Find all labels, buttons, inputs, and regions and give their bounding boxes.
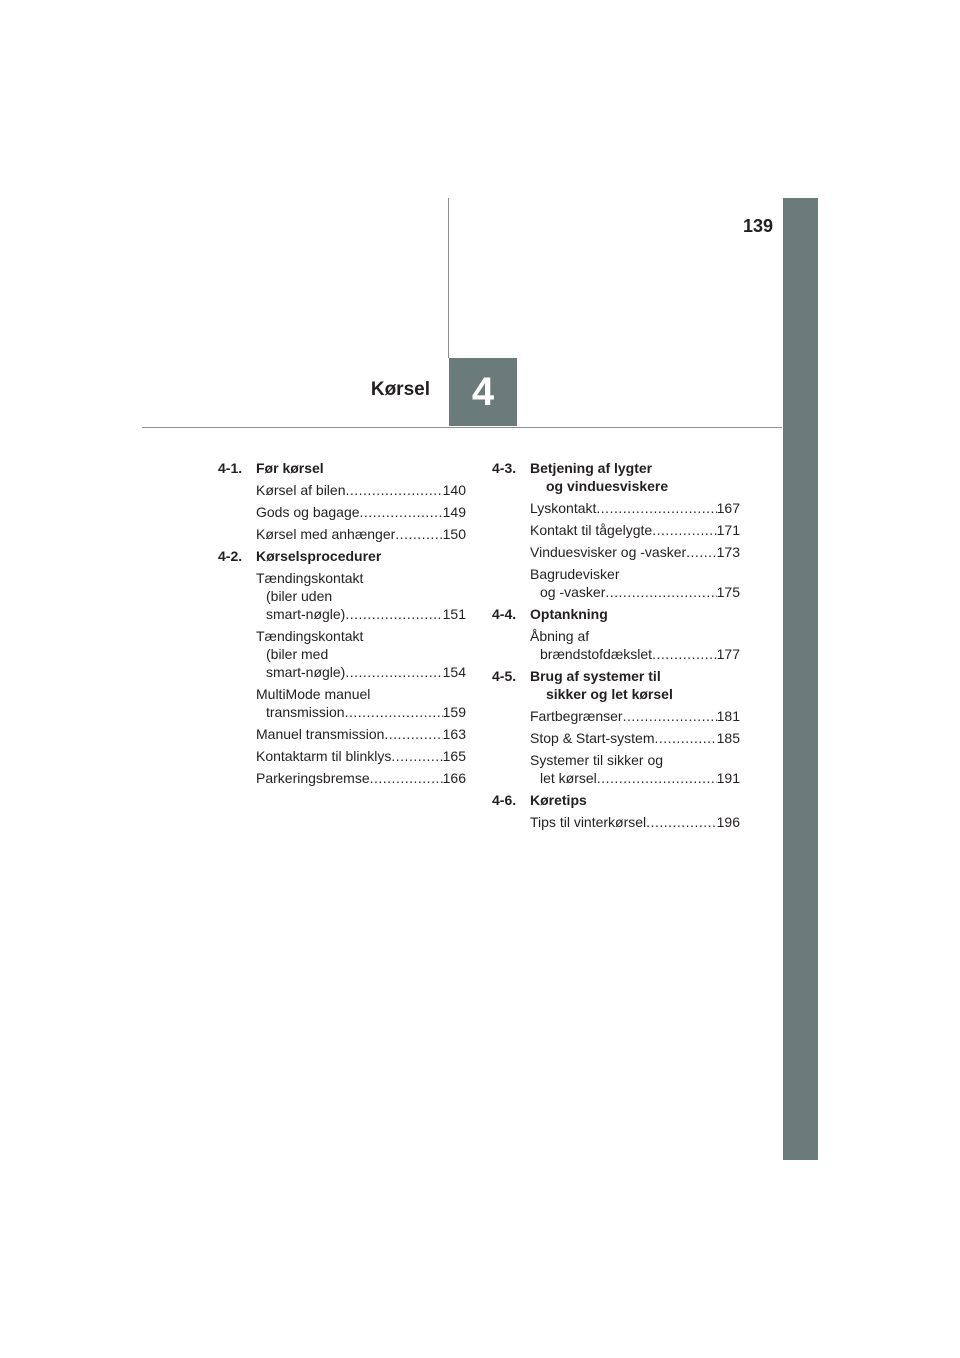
dot-leader — [345, 605, 442, 623]
section-title-line: Brug af systemer til — [530, 668, 661, 684]
chapter-number-box — [449, 358, 517, 426]
section-title-line: Før kørsel — [256, 460, 324, 476]
entry-page-number: 196 — [716, 814, 740, 830]
entry-page-number: 181 — [716, 708, 740, 724]
entry-text: transmission — [266, 704, 345, 720]
section-heading — [492, 791, 740, 809]
entry-page-number: 165 — [442, 748, 466, 764]
entry-page-number: 185 — [716, 730, 740, 746]
section-number: 4-4. — [492, 606, 517, 622]
section-heading — [218, 459, 466, 477]
section-heading — [218, 547, 466, 565]
entry-row — [256, 481, 466, 499]
toc-section — [218, 547, 466, 787]
section-number: 4-2. — [218, 548, 243, 564]
dot-leader — [395, 525, 442, 543]
chapter-number: 4 — [471, 369, 495, 414]
toc-entry[interactable] — [530, 543, 740, 561]
toc-entry[interactable] — [256, 747, 466, 765]
entry-text: Tændingskontakt — [256, 570, 364, 586]
entry-text: Parkeringsbremse — [256, 770, 370, 786]
entry-row — [530, 583, 740, 601]
entry-text: Kørsel med anhænger — [256, 526, 396, 542]
dot-leader — [360, 503, 443, 521]
toc-entry[interactable] — [530, 499, 740, 517]
entry-page-number: 140 — [442, 482, 466, 498]
toc-entry[interactable] — [530, 751, 740, 787]
entry-row — [530, 543, 740, 561]
toc-column-right — [492, 459, 740, 835]
section-number: 4-3. — [492, 460, 517, 476]
entry-text: Kontakt til tågelygte — [530, 522, 653, 538]
entry-page-number: 159 — [442, 704, 466, 720]
section-number: 4-5. — [492, 668, 517, 684]
entry-row — [530, 707, 740, 725]
section-title — [256, 459, 466, 477]
dot-leader — [597, 769, 717, 787]
toc-entry[interactable] — [256, 481, 466, 499]
entry-row — [530, 645, 740, 663]
dot-leader — [345, 663, 442, 681]
dot-leader — [623, 707, 717, 725]
entry-text: og -vasker — [540, 584, 606, 600]
section-title-line: Betjening af lygter — [530, 460, 653, 476]
entry-text: Systemer til sikker og — [530, 752, 664, 768]
page-number: 139 — [742, 216, 773, 236]
section-title — [530, 791, 740, 809]
entry-text: Bagrudevisker — [530, 566, 620, 582]
entry-page-number: 191 — [716, 770, 740, 786]
toc-entry[interactable] — [256, 525, 466, 543]
toc-entry[interactable] — [256, 503, 466, 521]
toc-entry[interactable] — [530, 521, 740, 539]
section-number: 4-1. — [218, 460, 243, 476]
entry-text: let kørsel — [540, 770, 597, 786]
entry-row — [256, 725, 466, 743]
section-title-line: og vinduesviskere — [546, 478, 669, 494]
dot-leader — [654, 729, 716, 747]
toc-entry[interactable] — [530, 707, 740, 725]
entry-text: Gods og bagage — [256, 504, 360, 520]
chapter-title: Kørsel — [370, 379, 430, 400]
entry-page-number: 177 — [716, 646, 740, 662]
section-heading — [492, 459, 740, 495]
entry-row — [256, 503, 466, 521]
entry-row — [530, 521, 740, 539]
toc-entry[interactable] — [530, 729, 740, 747]
toc-section — [492, 459, 740, 601]
entry-row — [530, 769, 740, 787]
dot-leader — [605, 583, 716, 601]
entry-page-number: 171 — [716, 522, 740, 538]
entry-row — [530, 813, 740, 831]
entry-text: Kontaktarm til blinklys — [256, 748, 392, 764]
dot-leader — [345, 481, 442, 499]
toc-section — [492, 791, 740, 831]
entry-page-number: 166 — [442, 770, 466, 786]
section-title-line: sikker og let kørsel — [546, 686, 673, 702]
toc-entry[interactable] — [256, 685, 466, 721]
entry-text: Åbning af — [530, 628, 590, 644]
section-heading — [492, 605, 740, 623]
entry-row — [256, 663, 466, 681]
entry-page-number: 150 — [442, 526, 466, 542]
dot-leader — [596, 499, 716, 517]
entry-page-number: 149 — [442, 504, 466, 520]
toc-section — [492, 667, 740, 787]
section-title — [256, 547, 466, 565]
entry-text: smart-nøgle) — [266, 606, 346, 622]
entry-row — [256, 605, 466, 623]
entry-page-number: 151 — [442, 606, 466, 622]
section-title — [530, 667, 740, 703]
section-title — [530, 605, 740, 623]
entry-page-number: 163 — [442, 726, 466, 742]
dot-leader — [686, 543, 716, 561]
toc-entry[interactable] — [530, 627, 740, 663]
section-title — [530, 459, 740, 495]
entry-text: brændstofdækslet — [540, 646, 653, 662]
dot-leader — [384, 725, 442, 743]
entry-row — [256, 747, 466, 765]
toc-entry[interactable] — [530, 565, 740, 601]
toc-entry[interactable] — [256, 769, 466, 787]
toc-entry[interactable] — [530, 813, 740, 831]
section-title-line: Køretips — [530, 792, 587, 808]
dot-leader — [370, 769, 443, 787]
entry-text: Kørsel af bilen — [256, 482, 346, 498]
section-title-line: Kørselsprocedurer — [256, 548, 382, 564]
section-title-line: Optankning — [530, 606, 608, 622]
entry-text: Tips til vinterkørsel — [530, 814, 647, 830]
entry-page-number: 154 — [442, 664, 466, 680]
entry-text: Fartbegrænser — [530, 708, 623, 724]
entry-page-number: 173 — [716, 544, 740, 560]
entry-text: (biler med — [266, 646, 329, 662]
toc-entry[interactable] — [256, 627, 466, 681]
entry-text: (biler uden — [266, 588, 333, 604]
vertical-divider — [448, 198, 449, 358]
entry-row — [256, 703, 466, 721]
entry-row — [530, 499, 740, 517]
entry-row — [530, 729, 740, 747]
chapter-side-tab — [783, 198, 818, 1160]
dot-leader — [652, 645, 717, 663]
toc-column-left — [218, 459, 466, 791]
toc-entry[interactable] — [256, 725, 466, 743]
entry-text: Manuel transmission — [256, 726, 385, 742]
entry-row — [256, 769, 466, 787]
horizontal-divider — [142, 427, 782, 428]
section-heading — [492, 667, 740, 703]
entry-text: MultiMode manuel — [256, 686, 371, 702]
dot-leader — [652, 521, 716, 539]
section-number: 4-6. — [492, 792, 517, 808]
entry-page-number: 167 — [716, 500, 740, 516]
toc-section — [218, 459, 466, 543]
entry-text: smart-nøgle) — [266, 664, 346, 680]
entry-row — [256, 525, 466, 543]
entry-text: Vinduesvisker og -vasker — [530, 544, 687, 560]
entry-page-number: 175 — [716, 584, 740, 600]
entry-text: Tændingskontakt — [256, 628, 364, 644]
toc-section — [492, 605, 740, 663]
entry-text: Lyskontakt — [530, 500, 597, 516]
dot-leader — [646, 813, 716, 831]
dot-leader — [391, 747, 442, 765]
toc-entry[interactable] — [256, 569, 466, 623]
entry-text: Stop & Start-system — [530, 730, 655, 746]
dot-leader — [345, 703, 443, 721]
